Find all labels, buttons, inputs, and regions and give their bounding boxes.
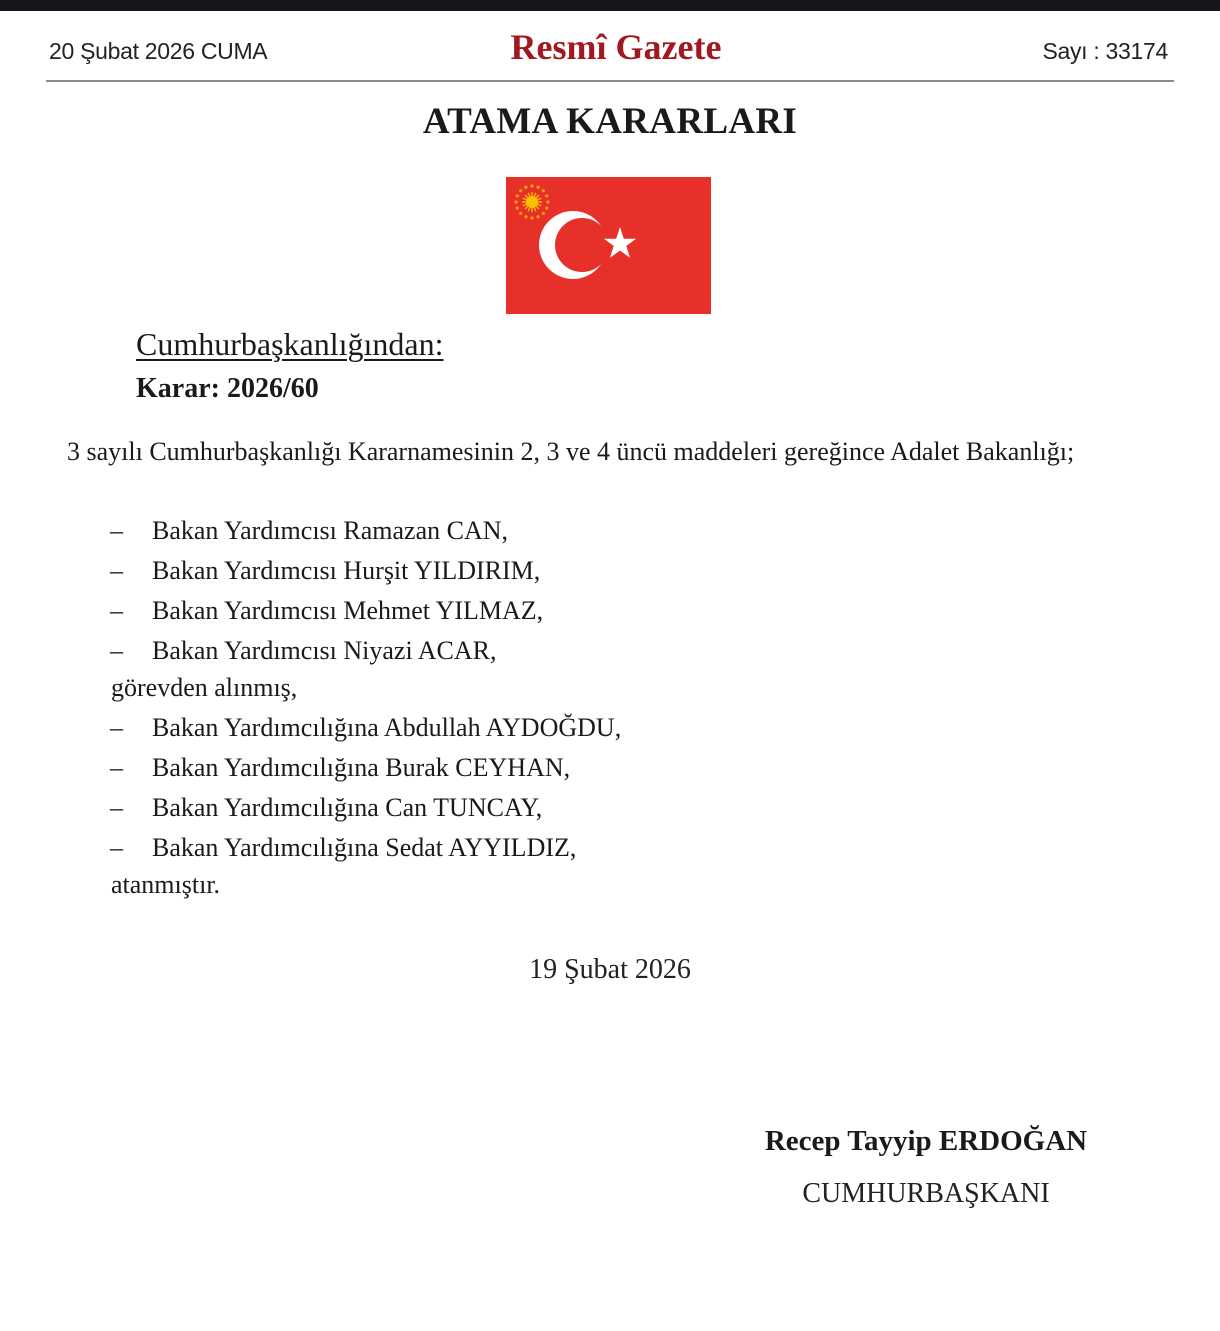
- list-item: [110, 828, 621, 868]
- gazette-header: [46, 22, 1174, 80]
- list-item: [110, 788, 621, 828]
- signer-name: Recep Tayyip ERDOĞAN: [764, 1125, 1088, 1157]
- list-item-text: Bakan Yardımcılığına Sedat AYYILDIZ,: [152, 833, 577, 862]
- dash-bullet: –: [110, 793, 123, 822]
- list-item: [110, 708, 621, 748]
- gazette-masthead: Resmî Gazete: [510, 27, 722, 67]
- list-item: [110, 591, 543, 631]
- header-divider: [46, 80, 1174, 82]
- top-bar: [0, 0, 1220, 11]
- dash-bullet: –: [110, 556, 123, 585]
- list-item: [110, 748, 621, 788]
- signing-date: 19 Şubat 2026: [529, 954, 691, 985]
- preamble-paragraph: 3 sayılı Cumhurbaşkanlığı Kararnamesinin 2, 3 ve 4 üncü maddeleri gereğince Adalet Bakanlığı;: [67, 437, 1075, 466]
- list-item: [110, 551, 543, 591]
- dash-bullet: –: [110, 516, 123, 545]
- list-item: [110, 511, 543, 551]
- list-item-text: Bakan Yardımcılığına Abdullah AYDOĞDU,: [152, 713, 622, 742]
- list-item-text: Bakan Yardımcısı Hurşit YILDIRIM,: [152, 556, 541, 585]
- list-item-text: Bakan Yardımcılığına Can TUNCAY,: [152, 793, 543, 822]
- list-item-text: Bakan Yardımcısı Mehmet YILMAZ,: [152, 596, 544, 625]
- list-item-text: Bakan Yardımcısı Ramazan CAN,: [152, 516, 509, 545]
- dash-bullet: –: [110, 753, 123, 782]
- signer-title: CUMHURBAŞKANI: [802, 1178, 1050, 1209]
- dash-bullet: –: [110, 713, 123, 742]
- list-item-text: Bakan Yardımcısı Niyazi ACAR,: [152, 636, 497, 665]
- publication-date: 20 Şubat 2026 CUMA: [49, 38, 268, 64]
- signature-block: [740, 1122, 1112, 1212]
- document-title: ATAMA KARARLARI: [422, 101, 798, 142]
- list-item: [110, 631, 543, 671]
- appointment-closing: atanmıştır.: [111, 870, 221, 899]
- presidential-flag-icon: [506, 177, 711, 314]
- list-item-text: Bakan Yardımcılığına Burak CEYHAN,: [152, 753, 571, 782]
- issuing-authority: Cumhurbaşkanlığından:: [136, 326, 444, 362]
- dash-bullet: –: [110, 833, 123, 862]
- dismissed-officials-list: [110, 511, 543, 671]
- appointed-officials-list: [110, 708, 621, 868]
- issue-number: Sayı : 33174: [1042, 38, 1168, 64]
- dismissal-closing: görevden alınmış,: [111, 673, 298, 702]
- dash-bullet: –: [110, 596, 123, 625]
- decision-number: Karar: 2026/60: [136, 373, 319, 404]
- dash-bullet: –: [110, 636, 123, 665]
